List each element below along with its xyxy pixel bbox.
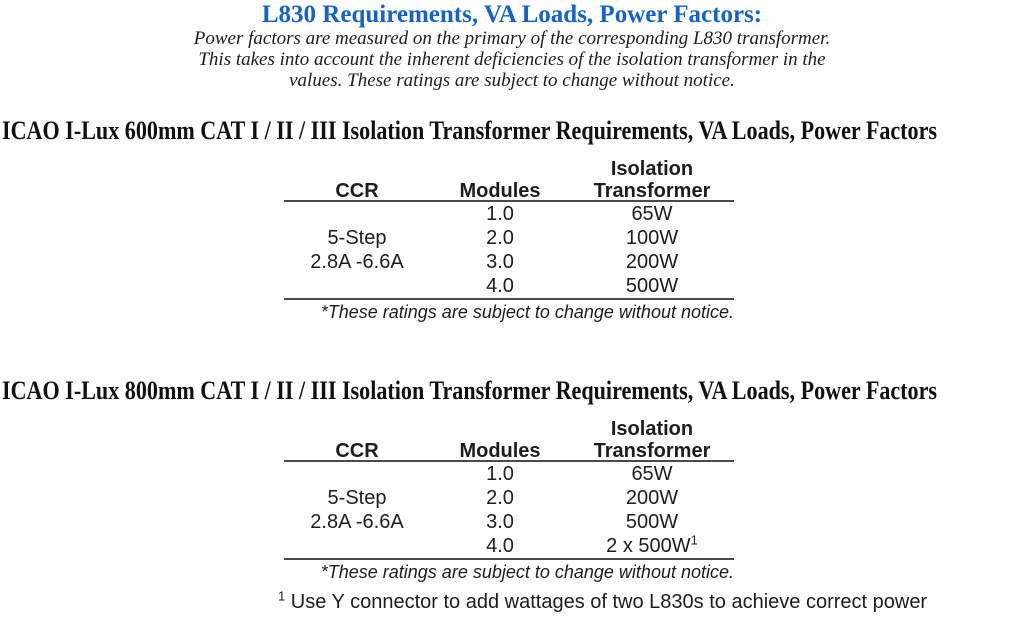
- footnote-text: Use Y connector to add wattages of two L830s to achieve correct power: [290, 591, 928, 613]
- col-header-ccr: CCR: [335, 180, 379, 202]
- modules-value: 4.0: [486, 275, 514, 297]
- modules-value: 1.0: [486, 463, 514, 485]
- table-body: [284, 202, 734, 300]
- subtitle-line-1: Power factors are measured on the primary of the corresponding L830 transformer.: [193, 28, 831, 49]
- requirements-table-600mm: [284, 158, 734, 321]
- transformer-value-superscript: 1: [690, 532, 698, 548]
- transformer-value: 200W: [625, 487, 679, 509]
- ccr-value: [284, 462, 430, 558]
- page-title: L830 Requirements, VA Loads, Power Factors:: [261, 1, 763, 28]
- col-header-modules: Modules: [459, 440, 541, 462]
- table-note: *These ratings are subject to change without notice.: [320, 302, 734, 322]
- section-heading-800mm: ICAO I-Lux 800mm CAT I / II / III Isolation Transformer Requirements, VA Loads, Power Factors: [2, 376, 937, 405]
- ccr-value: [284, 202, 430, 298]
- col-header-isolation-transformer: [570, 418, 734, 462]
- table-header-row: [284, 158, 734, 202]
- transformer-value: 500W: [625, 275, 679, 297]
- transformer-value: 65W: [631, 463, 673, 485]
- subtitle: [0, 28, 1024, 91]
- modules-value: 1.0: [486, 203, 514, 225]
- footnote: [278, 588, 1024, 613]
- subtitle-line-2: This takes into account the inherent deficiencies of the isolation transformer in the: [198, 49, 826, 70]
- table-header-row: [284, 418, 734, 462]
- modules-value: 2.0: [486, 487, 514, 509]
- modules-value: 2.0: [486, 227, 514, 249]
- ccr-step-label: 5-Step: [327, 227, 387, 249]
- col-header-ccr: CCR: [335, 440, 379, 462]
- transformer-value: 200W: [625, 251, 679, 273]
- transformer-value: 65W: [631, 203, 673, 225]
- col-header-modules: Modules: [459, 180, 541, 202]
- ccr-amps-label: 2.8A -6.6A: [310, 251, 404, 273]
- requirements-table-800mm: [284, 418, 734, 581]
- transformer-value: 500W: [625, 511, 679, 533]
- transformer-value: 100W: [625, 227, 679, 249]
- transformer-value: [570, 534, 734, 558]
- col-header-transformer-line: Transformer: [593, 440, 711, 462]
- modules-value: 3.0: [486, 251, 514, 273]
- subtitle-line-3: values. These ratings are subject to change without notice.: [289, 70, 735, 91]
- modules-value: 3.0: [486, 511, 514, 533]
- transformer-value-text: 2 x 500W: [606, 535, 691, 557]
- section-heading-600mm: ICAO I-Lux 600mm CAT I / II / III Isolation Transformer Requirements, VA Loads, Power Factors: [2, 116, 937, 145]
- ccr-amps-label: 2.8A -6.6A: [310, 511, 404, 533]
- col-header-isolation-line: Isolation: [610, 158, 694, 180]
- modules-value: 4.0: [486, 535, 514, 557]
- col-header-transformer-line: Transformer: [593, 180, 711, 202]
- table-note: *These ratings are subject to change without notice.: [320, 562, 734, 582]
- col-header-isolation-transformer: [570, 158, 734, 202]
- table-body: [284, 462, 734, 560]
- col-header-isolation-line: Isolation: [610, 418, 694, 440]
- ccr-step-label: 5-Step: [327, 487, 387, 509]
- footnote-superscript: 1: [278, 588, 286, 604]
